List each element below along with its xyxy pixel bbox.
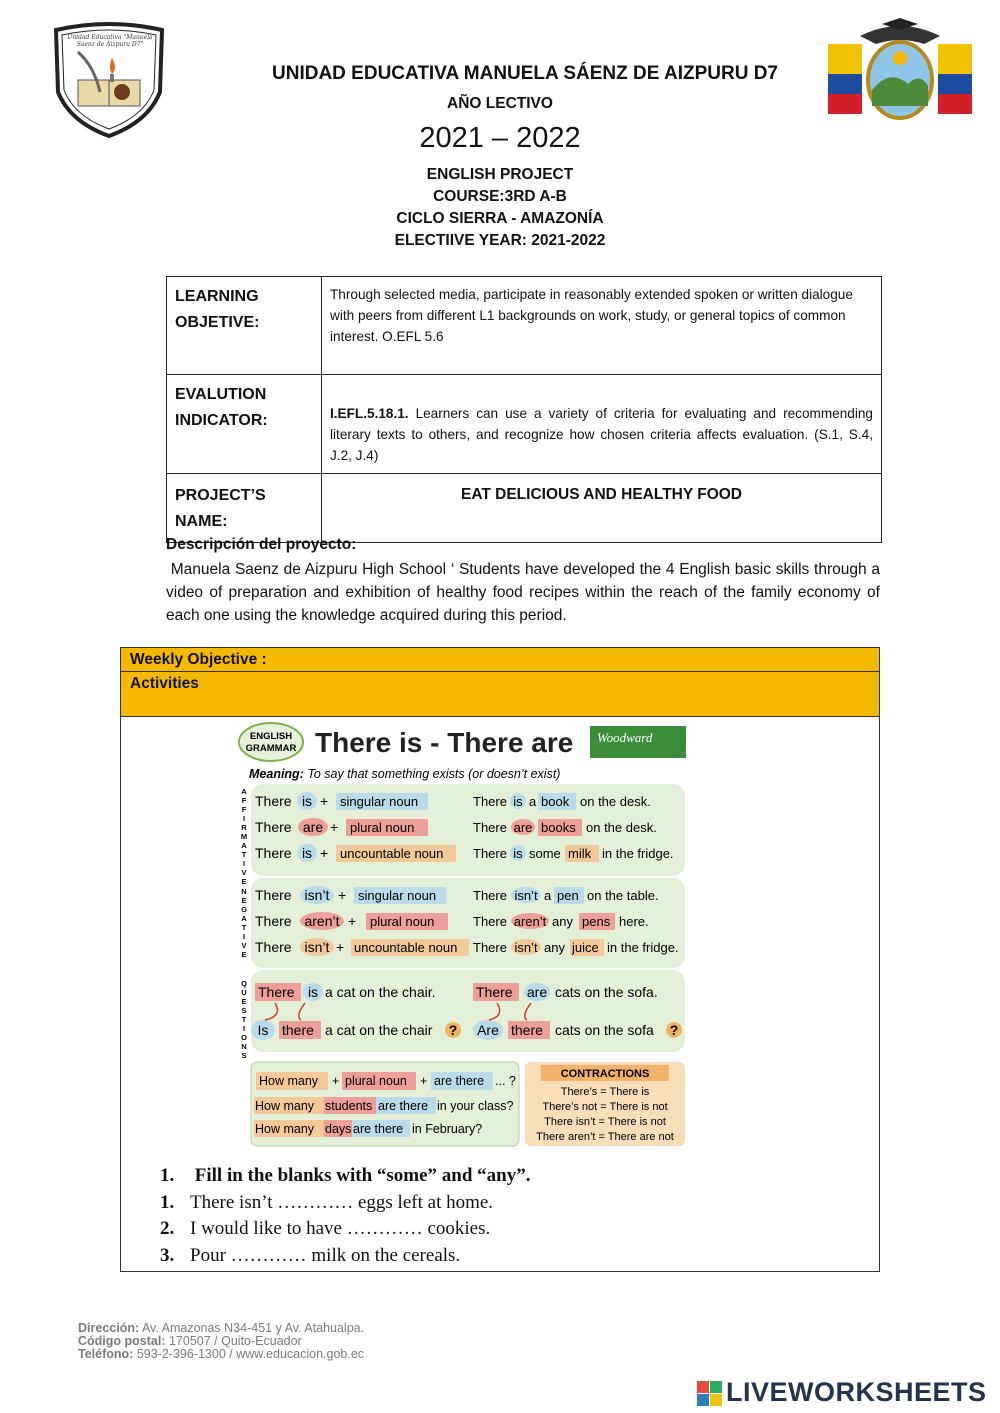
question-phrase: cats on the sofa. [555,984,658,1000]
question-mark: ? [669,1022,679,1038]
question-end: in your class? [437,1099,514,1113]
how-many-chip: How many [255,1099,315,1113]
contraction-item: There isn’t = There is not [544,1116,666,1128]
there-word: There [258,984,295,1000]
there-word: There [473,914,507,929]
phone-text: 593-2-396-1300 / www.educacion.gob.ec [136,1347,365,1361]
liveworksheets-watermark[interactable]: LIVEWORKSHEETS [726,1377,987,1407]
exercise-item[interactable] [160,1218,490,1240]
singular-noun-chip: singular noun [358,888,437,903]
noun-books: books [541,820,576,835]
plural-noun-chip: plural noun [345,1074,407,1088]
affirmative-examples [473,793,674,862]
how-many-chip: How many [255,1122,315,1136]
item-text: Pour ………… milk on the cereals. [190,1245,461,1266]
item-text: I would like to have ………… cookies. [190,1218,491,1239]
liveworksheets-logo-icon [697,1381,723,1407]
affirmative-rules [255,792,456,862]
table-row [167,277,882,375]
meaning-line [249,767,560,781]
place-phrase: in the fridge. [602,846,674,861]
section-label-questions: Q U E S T I O N S [241,979,247,1060]
project-heading: ENGLISH PROJECT [426,166,574,183]
project-name-label: PROJECT’S NAME: [167,474,322,543]
meaning-text: To say that something exists (or doesn’t exist) [307,767,561,781]
how-many-chip: How many [259,1074,319,1088]
indicator-text: Learners can use a variety of criteria for evaluating and recommending literary texts to others, and recognize how chosen criteria affects evaluation. (S.1, S.4, J.2, J.4) [330,406,873,463]
exercise-instruction [160,1165,531,1187]
meaning-label: Meaning: [249,767,304,781]
place-phrase: on the desk. [586,820,657,835]
plus-sign: + [330,819,339,835]
noun-book: book [541,794,570,809]
is-word: is [513,794,523,809]
indicator-code: I.EFL.5.18.1. [330,406,409,421]
is-word: is [513,846,523,861]
uncountable-noun-chip: uncountable noun [340,846,444,861]
there-word: There [255,939,292,955]
question-phrase: cats on the sofa [555,1022,654,1038]
plus-sign: + [348,913,357,929]
school-year-label: AÑO LECTIVO [447,95,553,112]
plus-sign: + [320,793,329,809]
plus-sign: + [320,845,329,861]
isnt-word: isn’t [514,940,538,955]
isnt-word: isn’t [514,888,538,903]
course-heading: COURSE:3RD A-B [433,188,567,205]
arent-word: aren’t [304,913,340,929]
grammar-badge-line1: ENGLISH [249,731,293,742]
there-word: There [255,793,292,809]
are-there-chip: are there [378,1099,429,1113]
are-word: are [302,819,324,835]
item-number: 1. [160,1192,175,1213]
contraction-item: There’s not = There is not [542,1101,668,1113]
school-name: UNIDAD EDUCATIVA MANUELA SÁENZ DE AIZPURU D7 [272,63,778,84]
place-phrase: here. [619,914,649,929]
quantifier-some: some [529,846,561,861]
there-word: There [255,845,292,861]
there-word: There [255,887,292,903]
is-cap-word: Is [257,1022,269,1038]
indicator-cell [322,375,882,474]
there-word: there [282,1022,314,1038]
exercise-item[interactable] [160,1245,460,1267]
there-word: There [473,820,507,835]
noun-days: days [325,1122,352,1136]
are-there-chip: are there [353,1122,404,1136]
contraction-item: There aren’t = There are not [536,1131,674,1143]
how-many-box [254,1072,516,1137]
ellipsis: ... ? [495,1074,516,1088]
there-word: There [473,888,507,903]
phone-label: Teléfono: [78,1347,134,1361]
project-name: EAT DELICIOUS AND HEALTHY FOOD [322,474,882,543]
article-a: a [529,794,537,809]
exercise-instruction-text: Fill in the blanks with “some” and “any”. [194,1165,531,1186]
exercise-number: 1. [160,1165,175,1186]
item-number: 2. [160,1218,175,1239]
is-word: is [301,845,313,861]
objective-text: Through selected media, participate in reasonably extended spoken or written dialogue with peers from different L1 backgrounds on work, study, or general topics of common interest. O.EFL 5.6 [322,277,882,375]
is-word: is [307,984,319,1000]
cycle-heading: CICLO SIERRA - AMAZONÍA [396,210,604,227]
plural-noun-chip: plural noun [350,820,415,835]
address-label: Dirección: [78,1321,140,1335]
logo-caption: Unidad Educativa "Manuela Sáenz de Aizpuru D7" [67,34,153,48]
address-text: Av. Amazonas N34-451 y Av. Atahualpa. [141,1321,365,1335]
noun-pens: pens [582,914,611,929]
plus-sign: + [338,887,347,903]
contractions-title: CONTRACTIONS [560,1068,650,1080]
are-word: are [526,984,548,1000]
there-word: There [255,913,292,929]
is-word: is [301,793,313,809]
plus-sign: + [420,1074,428,1088]
indicator-label: EVALUTION INDICATOR: [167,375,322,474]
grammar-title: There is - There are [315,727,574,758]
plural-noun-chip: plural noun [370,914,435,929]
place-phrase: on the desk. [580,794,651,809]
uncountable-noun-chip: uncountable noun [354,940,458,955]
item-number: 3. [160,1245,175,1266]
school-year: 2021 – 2022 [419,122,581,154]
footer-phone [78,1348,364,1361]
there-word: There [476,984,513,1000]
singular-noun-chip: singular noun [340,794,419,809]
contraction-item: There’s = There is [560,1086,650,1098]
quantifier-any: any [552,914,573,929]
elective-year-heading: ELECTIIVE YEAR: 2021-2022 [394,232,606,249]
plus-sign: + [332,1074,340,1088]
isnt-word: isn’t [304,939,330,955]
are-there-chip: are there [434,1074,485,1088]
there-word: There [255,819,292,835]
objective-label: LEARNING OBJETIVE: [167,277,322,375]
there-word: There [473,794,507,809]
item-text: There isn’t ………… eggs left at home. [190,1192,494,1213]
description-title: Descripción del proyecto: [166,536,357,553]
noun-pen: pen [557,888,579,903]
quantifier-any: any [544,940,565,955]
question-end: in February? [412,1122,483,1136]
plus-sign: + [336,939,345,955]
there-word: There [473,940,507,955]
noun-juice: juice [572,940,599,955]
description-text: Manuela Saenz de Aizpuru High School ‘ Students have developed the 4 English basic skills through a video of preparation and exhibition of healthy food recipes within the reach of the family economy of each one using the knowledge acquired during this period. [166,561,880,624]
project-info-table [166,276,882,543]
are-cap-word: Are [477,1022,499,1038]
arent-word: aren’t [513,914,547,929]
woodward-brand: Woodward [597,730,653,745]
there-word: there [511,1022,543,1038]
place-phrase: in the fridge. [607,940,679,955]
are-word: are [513,820,533,835]
activities-bar: Activities [121,672,879,717]
question-phrase: a cat on the chair [325,1022,433,1038]
place-phrase: on the table. [587,888,659,903]
grammar-badge-line2: GRAMMAR [245,743,297,754]
article-a: a [544,888,552,903]
weekly-objective-bar: Weekly Objective : [121,648,879,672]
there-word: There [473,846,507,861]
description-body [166,558,880,627]
exercise-item[interactable] [160,1192,493,1214]
noun-students: students [325,1099,373,1113]
question-mark: ? [448,1022,458,1038]
section-label-negative: N E G A T I V E [241,887,247,959]
table-row [167,375,882,474]
section-label-affirmative: A F F I R M A T I V E [240,787,248,886]
isnt-word: isn’t [304,887,330,903]
postal-text: 170507 / Quito-Ecuador [168,1334,302,1348]
grammar-poster [235,720,687,1148]
contractions-box [536,1065,674,1143]
noun-milk: milk [568,846,592,861]
postal-label: Código postal: [78,1334,166,1348]
question-phrase: a cat on the chair. [325,984,436,1000]
table-row [167,474,882,543]
